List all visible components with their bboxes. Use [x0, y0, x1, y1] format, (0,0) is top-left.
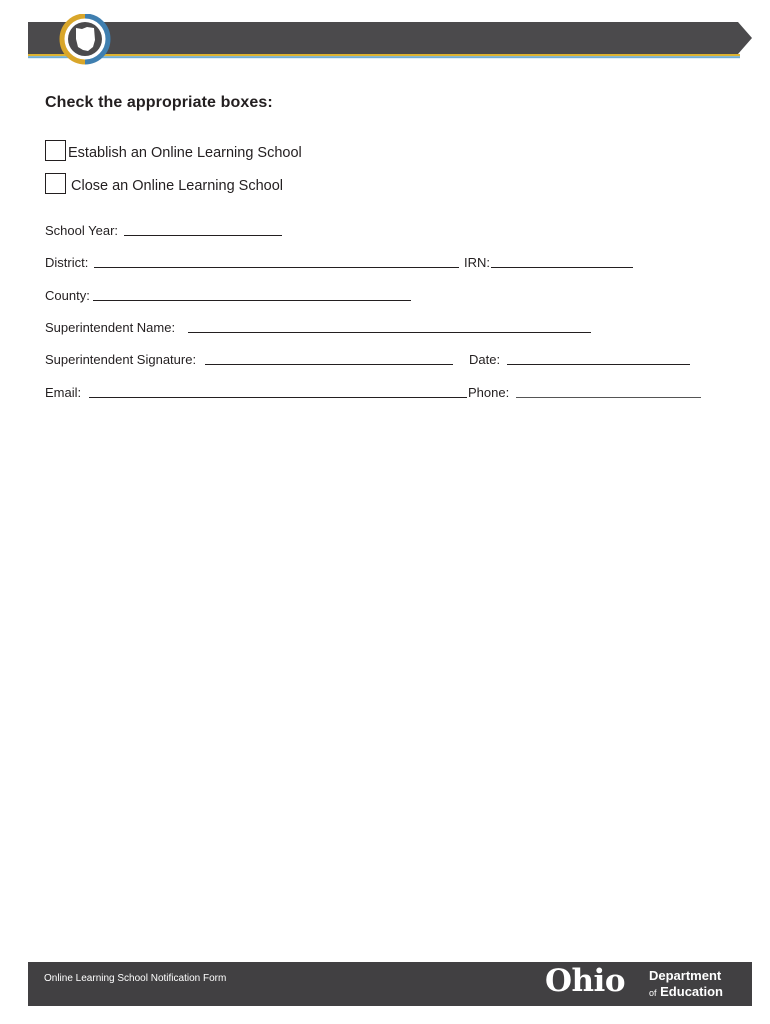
footer-bar	[28, 962, 752, 1006]
irn-field[interactable]	[491, 267, 633, 268]
checkbox-row-close[interactable]	[45, 173, 283, 194]
irn-label: IRN:	[464, 255, 490, 270]
close-checkbox[interactable]	[45, 173, 66, 194]
email-row	[45, 385, 745, 403]
establish-label: Establish an Online Learning School	[68, 145, 302, 161]
email-label: Email:	[45, 385, 82, 400]
superintendent-name-row	[45, 320, 745, 338]
checkbox-row-establish[interactable]	[45, 140, 302, 161]
superintendent-name-field[interactable]	[188, 332, 591, 333]
header-banner	[28, 14, 752, 66]
header-bar	[28, 14, 752, 66]
school-year-field[interactable]	[124, 235, 282, 236]
close-label: Close an Online Learning School	[71, 178, 283, 194]
superintendent-name-label: Superintendent Name:	[45, 320, 176, 335]
date-label: Date:	[469, 352, 501, 367]
district-field[interactable]	[94, 267, 459, 268]
ohio-logo: Ohio	[545, 963, 625, 999]
county-field[interactable]	[93, 300, 411, 301]
establish-checkbox[interactable]	[45, 140, 66, 161]
department-of-education-logo	[649, 968, 723, 1001]
form-heading: Check the appropriate boxes:	[45, 94, 273, 111]
footer-form-title: Online Learning School Notification Form	[44, 973, 227, 984]
superintendent-signature-label: Superintendent Signature:	[45, 352, 197, 367]
county-label: County:	[45, 288, 90, 303]
ohio-seal-icon	[58, 14, 114, 66]
dept-line1: Department	[649, 968, 722, 983]
county-row	[45, 288, 745, 306]
email-field[interactable]	[89, 397, 467, 398]
district-label: District:	[45, 255, 89, 270]
school-year-row	[45, 223, 745, 241]
superintendent-signature-row	[45, 352, 745, 370]
phone-label: Phone:	[468, 385, 510, 400]
date-field[interactable]	[507, 364, 690, 365]
superintendent-signature-field[interactable]	[205, 364, 453, 365]
phone-field[interactable]	[516, 397, 701, 398]
district-row	[45, 255, 745, 273]
dept-of: of	[649, 988, 657, 998]
dept-line2: Education	[660, 984, 723, 999]
school-year-label: School Year:	[45, 223, 119, 238]
